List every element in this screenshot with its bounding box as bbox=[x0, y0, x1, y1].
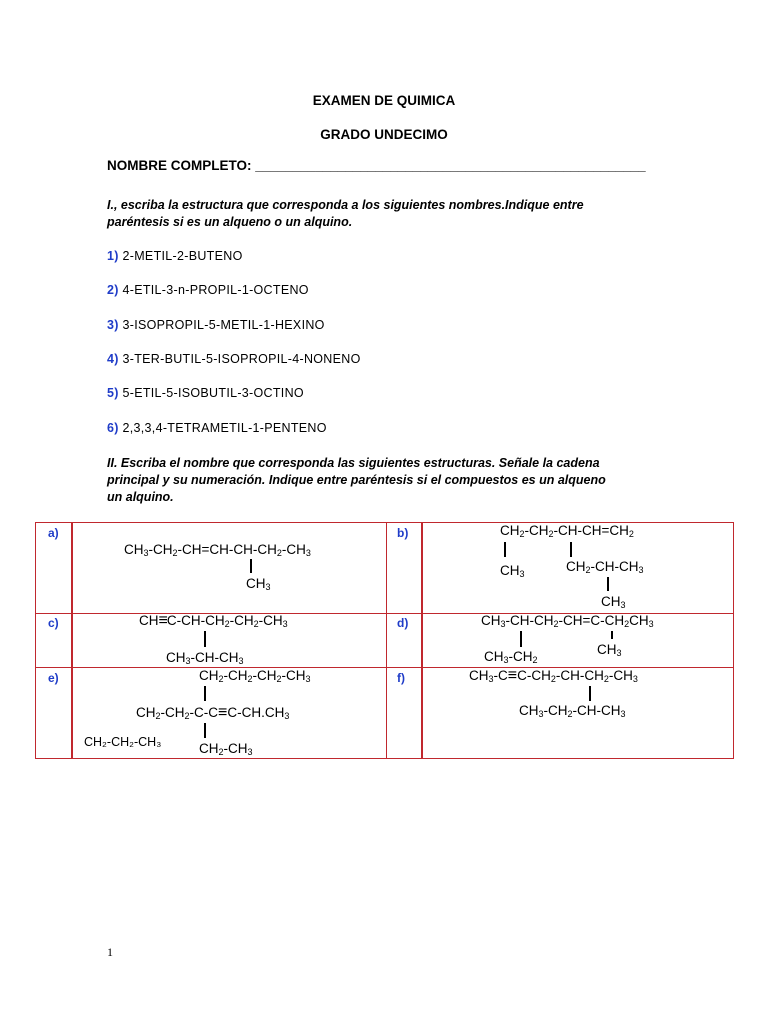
list-item bbox=[107, 421, 327, 435]
side-chain-text: CH₂-CH₂-CH₃ bbox=[84, 735, 162, 749]
section2-instruction-cont: principal y su numeración. Indique entre paréntesis si el compuestos es un alqueno bbox=[107, 473, 606, 487]
page-number: 1 bbox=[107, 945, 113, 959]
compound-name: 3-TER-BUTIL-5-ISOPROPIL-4-NONENO bbox=[122, 352, 361, 366]
structure-label-b: b) bbox=[397, 526, 409, 540]
label-column-divider bbox=[71, 522, 73, 759]
structure-label-c: c) bbox=[48, 616, 59, 630]
label-column-divider bbox=[421, 522, 423, 759]
list-item bbox=[107, 318, 325, 332]
item-number: 4) bbox=[107, 352, 119, 366]
item-number: 5) bbox=[107, 386, 119, 400]
compound-name: 2,3,3,4-TETRAMETIL-1-PENTENO bbox=[122, 421, 327, 435]
structure-label-e: e) bbox=[48, 671, 59, 685]
section2-instruction: II. Escriba el nombre que corresponda las siguientes estructuras. Señale la cadena bbox=[107, 456, 600, 470]
structure-label-d: d) bbox=[397, 616, 409, 630]
compound-name: 2-METIL-2-BUTENO bbox=[122, 249, 243, 263]
item-number: 1) bbox=[107, 249, 119, 263]
compound-name: 4-ETIL-3-n-PROPIL-1-OCTENO bbox=[122, 283, 309, 297]
list-item bbox=[107, 249, 243, 263]
section1-instruction: I., escriba la estructura que corresponda a los siguientes nombres.Indique entre bbox=[107, 198, 584, 212]
list-item bbox=[107, 386, 304, 400]
list-item bbox=[107, 283, 309, 297]
exam-title: EXAMEN DE QUIMICA bbox=[312, 93, 456, 108]
item-number: 3) bbox=[107, 318, 119, 332]
structure-label-f: f) bbox=[397, 671, 405, 685]
compound-name: 3-ISOPROPIL-5-METIL-1-HEXINO bbox=[122, 318, 325, 332]
student-name-field: NOMBRE COMPLETO: ____________________________________________________ bbox=[107, 158, 646, 173]
section1-instruction-cont: paréntesis si es un alqueno o un alquino. bbox=[107, 215, 353, 229]
structure-label-a: a) bbox=[48, 526, 59, 540]
item-number: 2) bbox=[107, 283, 119, 297]
list-item bbox=[107, 352, 361, 366]
compound-name: 5-ETIL-5-ISOBUTIL-3-OCTINO bbox=[122, 386, 304, 400]
cell-a bbox=[35, 522, 387, 614]
grade-subtitle: GRADO UNDECIMO bbox=[320, 127, 448, 142]
section2-instruction-end: un alquino. bbox=[107, 490, 174, 504]
item-number: 6) bbox=[107, 421, 119, 435]
